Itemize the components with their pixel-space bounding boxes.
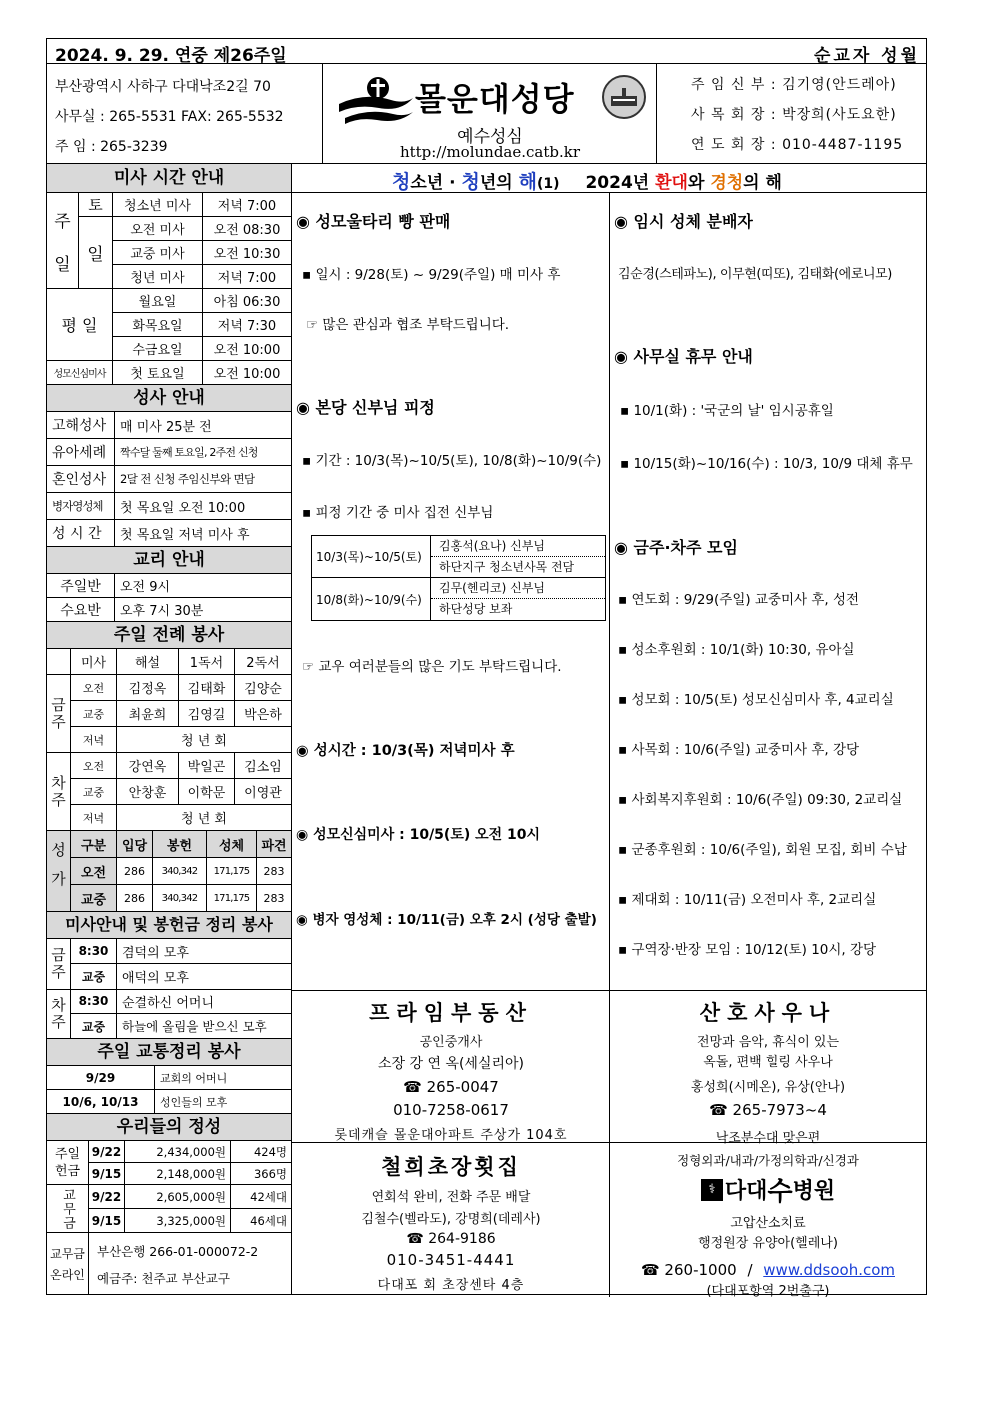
sacrament-value: 첫 목요일 오전 10:00 (115, 493, 292, 520)
sacrament-key: 유아세례 (47, 439, 115, 466)
ad-contact (610, 1261, 926, 1279)
sacrament-value: 2달 전 신청 주임신부와 면담 (115, 466, 292, 493)
account-holder: 예금주: 천주교 부산교구 (97, 1270, 230, 1286)
left-column-lower (47, 989, 292, 1295)
bulletin-date: 2024. 9. 29. 연중 제26주일 (55, 46, 287, 66)
middle-column (292, 193, 610, 990)
liturgy-head: 해설 (117, 649, 179, 675)
recessional-hymn: 283 (257, 858, 292, 885)
offering-count: 424명 (231, 1141, 292, 1163)
church-name: 몰운대성당 (415, 80, 575, 118)
offering-amount: 2,434,000원 (125, 1141, 231, 1163)
hospital-name-part: 다대 (724, 1179, 768, 1204)
ad-phone: 010-3451-4441 (386, 1251, 516, 1269)
ad-line: 전망과 음악, 휴식이 있는 (696, 1035, 840, 1050)
entrance-hymn: 286 (117, 858, 153, 885)
choir-head: 파견 (257, 831, 292, 858)
sunday-label (47, 193, 79, 289)
mass-name: 화목요일 (113, 313, 203, 337)
online-label-line: 온라인 (50, 1268, 85, 1282)
bread-sale-note: ☞ 많은 관심과 협조 부탁드립니다. (306, 317, 510, 333)
retreat-priest-role: 하단지구 청소년사목 전담 (431, 557, 605, 578)
blank-cell (47, 649, 71, 675)
ad-line: 정형외과/내과/가정의학과/신경과 (677, 1153, 859, 1168)
sacrament-value: 첫 목요일 저녁 미사 후 (115, 520, 292, 547)
guide-mass: 교중 (71, 964, 117, 990)
mass-section-title: 미사 시간 안내 (47, 164, 292, 193)
reader-2: 박은하 (235, 701, 292, 727)
online-account (89, 1233, 292, 1295)
first-sat-label: 성모신심미사 (47, 361, 113, 385)
entrance-hymn: 286 (117, 885, 153, 912)
mass-time: 저녁 7:00 (203, 265, 292, 289)
year-banner (292, 164, 926, 193)
mass-type: 저녁 (71, 727, 117, 753)
traffic-group: 교회의 어머니 (155, 1066, 292, 1090)
hospital-name-part: 병원 (792, 1179, 836, 1204)
mass-time: 오전 10:00 (203, 337, 292, 361)
ad-line: 낙조분수대 맞은편 (715, 1131, 821, 1146)
banner-word: 청 (461, 171, 480, 193)
office-closure-item: ▪ 10/1(화) : '국군의 날' 임시공휴일 (620, 403, 834, 419)
guide-group: 하늘에 올림을 받으신 모후 (117, 1014, 292, 1039)
retreat-note: ☞ 교우 여러분들의 많은 기도 부탁드립니다. (302, 659, 562, 675)
banner-word: 년의 (479, 173, 519, 193)
offering-count: 42세대 (231, 1185, 292, 1209)
banner-word: 경청 (710, 173, 744, 193)
mass-name: 월요일 (113, 289, 203, 313)
ad-phone: 010-7258-0617 (393, 1101, 509, 1119)
choir-head: 구분 (71, 831, 117, 858)
sunday-label-char: 일 (54, 254, 71, 275)
ad-line: (다대포항역 2번출구) (706, 1284, 830, 1299)
doctrine-key: 주일반 (47, 574, 115, 598)
minister-title: ◉ 임시 성체 분배자 (614, 212, 753, 231)
sacrament-key: 혼인성사 (47, 466, 115, 493)
offertory-hymn: 340,342 (153, 858, 207, 885)
ad-title: 산호사우나 (699, 1001, 837, 1025)
sacrament-value: 짝수달 둘째 토요일, 2주전 신청 (115, 439, 292, 466)
retreat-date: 10/8(화)~10/9(수) (312, 578, 431, 620)
bank-account: 부산은행 266-01-000072-2 (97, 1243, 259, 1259)
offertory-hymn: 340,342 (153, 885, 207, 912)
mass-time: 오전 08:30 (203, 217, 292, 241)
reader-2: 김양순 (235, 675, 292, 701)
liturgy-head: 2독서 (235, 649, 292, 675)
banner-word: 의 해 (743, 173, 782, 193)
commentator: 강연옥 (117, 753, 179, 779)
offering-section-title: 우리들의 정성 (47, 1114, 292, 1141)
ad-prime-realty (292, 997, 610, 1143)
separator: / (747, 1261, 753, 1279)
saturday-label: 토 (79, 193, 113, 217)
sacrament-value: 매 미사 25분 전 (115, 412, 292, 439)
sacrament-section-title: 성사 안내 (47, 385, 292, 412)
choir-mass: 오전 (71, 858, 117, 885)
hospital-logo-icon: ⚕ (701, 1179, 723, 1201)
choir-head: 봉헌 (153, 831, 207, 858)
offering-date: 9/15 (89, 1209, 125, 1233)
mass-type: 오전 (71, 675, 117, 701)
liturgy-head: 미사 (71, 649, 117, 675)
church-emblem-icon (335, 70, 415, 126)
choir-label: 성가 (47, 831, 71, 912)
mass-type: 오전 (71, 753, 117, 779)
traffic-date: 9/29 (47, 1066, 155, 1090)
commentator: 안창훈 (117, 779, 179, 805)
banner-word: 와 (687, 173, 711, 193)
doctrine-value: 오후 7시 30분 (115, 598, 292, 622)
hospital-website-link[interactable]: www.ddsooh.com (763, 1261, 895, 1279)
retreat-priest-role: 하단성당 보좌 (439, 602, 513, 616)
header (47, 64, 926, 164)
guide-section-title: 미사안내 및 봉헌금 정리 봉사 (47, 912, 292, 939)
reader-1: 김태화 (179, 675, 235, 701)
mass-name: 오전 미사 (113, 217, 203, 241)
ad-phone: ☎ 264-9186 (406, 1231, 496, 1247)
mass-type: 교중 (71, 701, 117, 727)
church-logo-area (323, 64, 657, 164)
traffic-date: 10/6, 10/13 (47, 1090, 155, 1114)
guide-group: 순결하신 어머니 (117, 989, 292, 1014)
choir-mass: 교중 (71, 885, 117, 912)
ad-line: 소장 강 연 옥(세실리아) (378, 1056, 524, 1072)
meeting-item: ▪ 군종후원회 : 10/6(주일), 회원 모집, 회비 수납 (618, 842, 907, 858)
office-closure-item: ▪ 10/15(화)~10/16(수) : 10/3, 10/9 대체 휴무 (620, 456, 913, 472)
ads-area (292, 990, 926, 1299)
church-staff (657, 64, 926, 164)
sacrament-key: 고해성사 (47, 412, 115, 439)
guide-group: 겸덕의 모후 (117, 939, 292, 964)
doctrine-section-title: 교리 안내 (47, 547, 292, 574)
commentator: 김정옥 (117, 675, 179, 701)
guide-mass: 8:30 (71, 989, 117, 1014)
retreat-priest-label: ▪ 피정 기간 중 미사 집전 신부님 (302, 505, 494, 521)
traffic-section-title: 주일 교통정리 봉사 (47, 1039, 292, 1066)
mass-time: 저녁 7:00 (203, 193, 292, 217)
banner-word: 해 (518, 171, 537, 193)
ad-line: 홍성희(시메온), 유상(안나) (690, 1080, 846, 1095)
online-label-line: 교무금 (50, 1247, 85, 1261)
meeting-item: ▪ 사목회 : 10/6(주일) 교중미사 후, 강당 (618, 742, 860, 758)
church-address: 부산광역시 사하구 다대낙조2길 70 (55, 79, 271, 95)
ad-cheolhui-restaurant (292, 1151, 610, 1293)
yeondo-president: 연 도 회 장 : 010-4487-1195 (691, 137, 904, 153)
right-column (610, 193, 926, 990)
council-president: 사 목 회 장 : 박장희(사도요한) (691, 107, 897, 123)
reader-1: 이학문 (179, 779, 235, 805)
doctrine-key: 수요반 (47, 598, 115, 622)
retreat-period: ▪ 기간 : 10/3(목)~10/5(토), 10/8(화)~10/9(수) (302, 453, 602, 469)
ad-title: 프라임부동산 (369, 1001, 533, 1025)
traffic-group: 성인들의 모후 (155, 1090, 292, 1114)
ad-line: 연회석 완비, 전화 주문 배달 (371, 1190, 531, 1205)
ad-title: 철희초장횟집 (381, 1155, 521, 1179)
guide-mass: 교중 (71, 1014, 117, 1039)
mass-name: 교중 미사 (113, 241, 203, 265)
ad-line: 옥돌, 편백 힐링 사우나 (703, 1055, 833, 1070)
pastor: 주 임 신 부 : 김기영(안드레아) (691, 77, 897, 93)
sunday-day-label: 일 (79, 217, 113, 289)
church-url[interactable]: http://molundae.catb.kr (399, 143, 581, 161)
reader-1: 김영길 (179, 701, 235, 727)
month-title: 순교자 성월 (813, 46, 920, 66)
offering-amount: 2,605,000원 (125, 1185, 231, 1209)
doctrine-value: 오전 9시 (115, 574, 292, 598)
church-contacts (47, 64, 323, 164)
meeting-item: ▪ 구역장·반장 모임 : 10/12(토) 10시, 강당 (618, 942, 877, 958)
retreat-table (311, 535, 606, 621)
choir-head: 성체 (207, 831, 257, 858)
banner-word: 2024년 (585, 173, 656, 193)
online-label (47, 1233, 89, 1295)
bulletin-page (46, 38, 927, 1299)
meeting-item: ▪ 성모회 : 10/5(토) 성모신심미사 후, 4교리실 (618, 692, 894, 708)
sacrament-key: 병자영성체 (47, 493, 115, 520)
offering-amount: 2,148,000원 (125, 1163, 231, 1185)
meeting-item: ▪ 제대회 : 10/11(금) 오전미사 후, 2교리실 (618, 892, 877, 908)
evening-group: 청 년 회 (117, 727, 292, 753)
bread-sale-title: ◉ 성모울타리 빵 판매 (296, 212, 451, 231)
guide-group: 애덕의 모후 (117, 964, 292, 990)
liturgy-section-title: 주일 전례 봉사 (47, 622, 292, 649)
mass-name: 첫 토요일 (113, 361, 203, 385)
mass-type: 저녁 (71, 805, 117, 831)
ad-phone: ☎ 260-1000 (640, 1261, 737, 1279)
ad-sanho-sauna (610, 997, 926, 1146)
marian-mass: ◉ 성모신심미사 : 10/5(토) 오전 10시 (296, 827, 541, 843)
liturgy-head: 1독서 (179, 649, 235, 675)
offering-count: 46세대 (231, 1209, 292, 1233)
reader-2: 이영관 (235, 779, 292, 805)
ad-line: 다대포 회 초장센타 4층 (377, 1278, 525, 1293)
office-phone: 사무실 : 265-5531 FAX: 265-5532 (55, 109, 284, 125)
ad-phone: ☎ 265-0047 (403, 1078, 499, 1096)
sunday-label-char: 주 (54, 211, 71, 232)
offering-date: 9/22 (89, 1141, 125, 1163)
mass-name: 수금요일 (113, 337, 203, 361)
meeting-item: ▪ 연도회 : 9/29(주일) 교중미사 후, 성전 (618, 592, 860, 608)
choir-head: 입당 (117, 831, 153, 858)
evening-group: 청 년 회 (117, 805, 292, 831)
weekday-label: 평 일 (47, 289, 113, 361)
meeting-item: ▪ 성소후원회 : 10/1(화) 10:30, 유아실 (618, 642, 855, 658)
retreat-title: ◉ 본당 신부님 피정 (296, 398, 435, 417)
guide-mass: 8:30 (71, 939, 117, 964)
mass-time: 아침 06:30 (203, 289, 292, 313)
sick-communion: ◉ 병자 영성체 : 10/11(금) 오후 2시 (성당 출발) (296, 912, 597, 928)
church-subtitle: 예수성심 (457, 127, 523, 147)
ad-line: 롯데캐슬 몰운대아파트 주상가 104호 (334, 1128, 568, 1143)
ad-line: 고압산소치료 (730, 1216, 806, 1231)
retreat-priest: 김홍석(요나) 신부님 (431, 536, 605, 557)
sunday-offering-label: 주일헌금 (47, 1141, 89, 1185)
meeting-item: ▪ 사회복지후원회 : 10/6(주일) 09:30, 2교리실 (618, 792, 903, 808)
mass-time: 오전 10:30 (203, 241, 292, 265)
holy-hour: ◉ 성시간 : 10/3(목) 저녁미사 후 (296, 743, 515, 759)
offering-date: 9/22 (89, 1185, 125, 1209)
this-week-label: 금주 (47, 675, 71, 753)
banner-word: 청 (392, 171, 411, 193)
meetings-title: ◉ 금주·차주 모임 (614, 538, 738, 557)
banner-word: 소년 · (410, 173, 462, 193)
communion-hymn: 171,175 (207, 885, 257, 912)
offering-count: 366명 (231, 1163, 292, 1185)
levy-label: 교무금 (47, 1185, 89, 1233)
commentator: 최윤희 (117, 701, 179, 727)
mass-name: 청소년 미사 (113, 193, 203, 217)
hospital-name-part: 수 (767, 1177, 793, 1207)
guide-this-week-label: 금주 (47, 939, 71, 990)
sacrament-key: 성 시 간 (47, 520, 115, 547)
church-building-icon (601, 74, 647, 120)
offering-date: 9/15 (89, 1163, 125, 1185)
ad-line: 행정원장 유양아(헬레나) (698, 1236, 838, 1251)
mass-time: 저녁 7:30 (203, 313, 292, 337)
next-week-label: 차주 (47, 753, 71, 831)
offering-amount: 3,325,000원 (125, 1209, 231, 1233)
recessional-hymn: 283 (257, 885, 292, 912)
ad-title (610, 1171, 926, 1208)
banner-word: 환대 (655, 173, 688, 193)
bread-sale-text: ▪ 일시 : 9/28(토) ~ 9/29(주일) 매 미사 후 (302, 267, 561, 283)
mass-type: 교중 (71, 779, 117, 805)
residence-phone: 주 임 : 265-3239 (55, 139, 168, 155)
top-bar (47, 39, 926, 64)
mass-name: 청년 미사 (113, 265, 203, 289)
ad-dadaesu-hospital (610, 1151, 926, 1299)
retreat-date: 10/3(목)~10/5(토) (312, 536, 431, 578)
ad-line: 공인중개사 (419, 1035, 483, 1050)
mass-time: 오전 10:00 (203, 361, 292, 385)
ad-line: 김철수(벨라도), 강명희(데레사) (361, 1212, 541, 1227)
minister-text: 김순경(스테파노), 이무현(띠또), 김태화(에로니모) (618, 267, 892, 282)
retreat-priest: 김무(헨리코) 신부님 (431, 578, 605, 599)
office-closure-title: ◉ 사무실 휴무 안내 (614, 347, 753, 366)
reader-1: 박일곤 (179, 753, 235, 779)
ad-phone: ☎ 265-7973~4 (709, 1101, 827, 1119)
banner-word: (1) (536, 176, 560, 192)
reader-2: 김소임 (235, 753, 292, 779)
communion-hymn: 171,175 (207, 858, 257, 885)
guide-next-week-label: 차주 (47, 989, 71, 1039)
